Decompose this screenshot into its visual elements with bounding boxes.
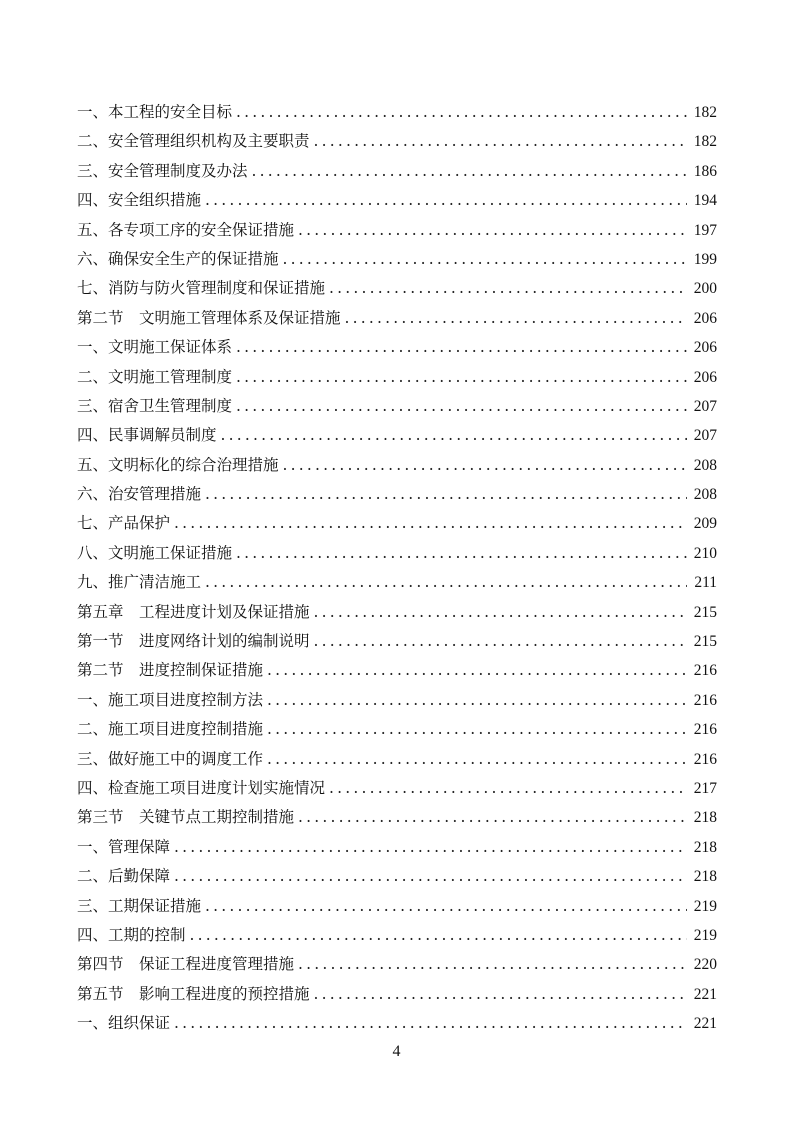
toc-entry-title: 六、确保安全生产的保证措施 (77, 249, 279, 268)
toc-entry-title: 二、后勤保障 (77, 867, 171, 886)
toc-entry-title: 四、安全组织措施 (77, 191, 202, 210)
toc-entry-page: 206 (693, 339, 717, 357)
toc-entry[interactable] (77, 980, 717, 1009)
toc-leader-dots (174, 509, 687, 538)
toc-leader-dots (205, 568, 687, 597)
toc-entry-page: 210 (693, 544, 717, 562)
toc-leader-dots (267, 686, 687, 715)
table-of-contents (77, 98, 717, 1039)
toc-entry[interactable] (77, 186, 717, 215)
toc-entry-title: 二、安全管理组织机构及主要职责 (77, 132, 310, 151)
toc-entry[interactable] (77, 627, 717, 656)
toc-entry-title: 二、文明施工管理制度 (77, 367, 233, 386)
toc-leader-dots (267, 745, 687, 774)
toc-entry-title: 第二节 文明施工管理体系及保证措施 (77, 308, 341, 327)
toc-entry-page: 208 (693, 486, 717, 504)
toc-entry-page: 221 (693, 1015, 717, 1033)
toc-entry-page: 217 (693, 779, 717, 797)
toc-leader-dots (205, 480, 687, 509)
toc-entry-title: 第二节 进度控制保证措施 (77, 661, 264, 680)
toc-entry[interactable] (77, 774, 717, 803)
toc-leader-dots (345, 304, 687, 333)
toc-entry[interactable] (77, 157, 717, 186)
toc-entry-page: 216 (693, 662, 717, 680)
toc-entry-page: 221 (693, 985, 717, 1003)
toc-entry[interactable] (77, 686, 717, 715)
toc-entry-page: 207 (693, 427, 717, 445)
toc-entry[interactable] (77, 862, 717, 891)
toc-leader-dots (314, 980, 687, 1009)
toc-entry-title: 第一节 进度网络计划的编制说明 (77, 632, 310, 651)
toc-leader-dots (236, 98, 687, 127)
toc-leader-dots (267, 656, 687, 685)
toc-entry[interactable] (77, 304, 717, 333)
toc-entry-page: 206 (693, 309, 717, 327)
toc-leader-dots (252, 157, 687, 186)
toc-entry-title: 九、推广清洁施工 (77, 573, 202, 592)
toc-entry-page: 207 (693, 397, 717, 415)
page-number: 4 (392, 1043, 401, 1060)
toc-entry-page: 216 (693, 750, 717, 768)
toc-entry[interactable] (77, 127, 717, 156)
toc-leader-dots (174, 1009, 687, 1038)
toc-entry-title: 七、产品保护 (77, 514, 171, 533)
toc-entry[interactable] (77, 245, 717, 274)
toc-leader-dots (329, 774, 687, 803)
toc-entry-title: 三、宿舍卫生管理制度 (77, 396, 233, 415)
toc-leader-dots (236, 363, 687, 392)
toc-entry-page: 211 (694, 574, 717, 592)
toc-entry-title: 四、检查施工项目进度计划实施情况 (77, 778, 326, 797)
toc-entry-title: 第三节 关键节点工期控制措施 (77, 808, 295, 827)
toc-leader-dots (314, 127, 687, 156)
toc-entry-page: 215 (693, 603, 717, 621)
toc-entry-title: 四、民事调解员制度 (77, 426, 217, 445)
toc-entry[interactable] (77, 745, 717, 774)
toc-entry[interactable] (77, 274, 717, 303)
toc-entry[interactable] (77, 568, 717, 597)
toc-entry-page: 216 (693, 721, 717, 739)
toc-entry[interactable] (77, 598, 717, 627)
toc-leader-dots (236, 333, 687, 362)
toc-entry[interactable] (77, 539, 717, 568)
toc-entry[interactable] (77, 656, 717, 685)
toc-entry[interactable] (77, 363, 717, 392)
toc-entry-title: 一、文明施工保证体系 (77, 338, 233, 357)
toc-entry[interactable] (77, 392, 717, 421)
toc-leader-dots (314, 627, 687, 656)
toc-entry[interactable] (77, 98, 717, 127)
toc-entry-page: 206 (693, 368, 717, 386)
toc-leader-dots (283, 451, 687, 480)
toc-entry[interactable] (77, 950, 717, 979)
toc-entry-title: 一、管理保障 (77, 837, 171, 856)
toc-entry-title: 第五章 工程进度计划及保证措施 (77, 602, 310, 621)
toc-entry-title: 二、施工项目进度控制措施 (77, 720, 264, 739)
toc-entry[interactable] (77, 451, 717, 480)
toc-entry-page: 200 (693, 280, 717, 298)
toc-leader-dots (298, 216, 687, 245)
toc-entry[interactable] (77, 892, 717, 921)
toc-leader-dots (236, 539, 687, 568)
toc-entry-title: 一、本工程的安全目标 (77, 103, 233, 121)
toc-entry[interactable] (77, 715, 717, 744)
toc-leader-dots (298, 950, 687, 979)
toc-entry[interactable] (77, 509, 717, 538)
toc-leader-dots (298, 803, 687, 832)
toc-entry-page: 209 (693, 515, 717, 533)
toc-leader-dots (205, 892, 687, 921)
toc-entry-title: 一、施工项目进度控制方法 (77, 690, 264, 709)
toc-entry-page: 219 (693, 897, 717, 915)
toc-leader-dots (267, 715, 687, 744)
toc-entry-page: 218 (693, 809, 717, 827)
toc-entry[interactable] (77, 480, 717, 509)
toc-entry[interactable] (77, 833, 717, 862)
toc-leader-dots (314, 598, 687, 627)
toc-entry-title: 七、消防与防火管理制度和保证措施 (77, 279, 326, 298)
toc-entry-title: 五、文明标化的综合治理措施 (77, 455, 279, 474)
toc-leader-dots (283, 245, 687, 274)
toc-entry[interactable] (77, 421, 717, 450)
toc-entry-title: 四、工期的控制 (77, 925, 186, 944)
toc-leader-dots (174, 833, 687, 862)
toc-entry[interactable] (77, 333, 717, 362)
toc-entry-title: 六、治安管理措施 (77, 485, 202, 504)
toc-entry-title: 三、做好施工中的调度工作 (77, 749, 264, 768)
toc-leader-dots (329, 274, 687, 303)
toc-entry-page: 182 (693, 133, 717, 151)
toc-entry-title: 八、文明施工保证措施 (77, 543, 233, 562)
toc-entry[interactable] (77, 803, 717, 832)
toc-entry-page: 194 (693, 192, 717, 210)
toc-entry-page: 219 (693, 926, 717, 944)
toc-leader-dots (174, 862, 687, 891)
toc-entry-title: 三、工期保证措施 (77, 896, 202, 915)
toc-leader-dots (236, 392, 687, 421)
toc-entry-title: 第五节 影响工程进度的预控措施 (77, 984, 310, 1003)
toc-entry-page: 208 (693, 456, 717, 474)
toc-entry-title: 一、组织保证 (77, 1014, 171, 1033)
toc-entry-page: 197 (693, 221, 717, 239)
toc-entry-title: 三、安全管理制度及办法 (77, 161, 248, 180)
toc-leader-dots (205, 186, 687, 215)
toc-entry-page: 216 (693, 691, 717, 709)
toc-entry-page: 186 (693, 162, 717, 180)
toc-entry-page: 215 (693, 633, 717, 651)
toc-entry-title: 第四节 保证工程进度管理措施 (77, 955, 295, 974)
toc-entry-title: 五、各专项工序的安全保证措施 (77, 220, 295, 239)
toc-entry-page: 199 (693, 250, 717, 268)
toc-entry[interactable] (77, 216, 717, 245)
toc-leader-dots (221, 421, 687, 450)
toc-entry-page: 218 (693, 868, 717, 886)
toc-entry[interactable] (77, 921, 717, 950)
toc-leader-dots (190, 921, 687, 950)
toc-entry-page: 182 (693, 104, 717, 121)
toc-entry[interactable] (77, 1009, 717, 1038)
toc-entry-page: 220 (693, 956, 717, 974)
toc-entry-page: 218 (693, 838, 717, 856)
